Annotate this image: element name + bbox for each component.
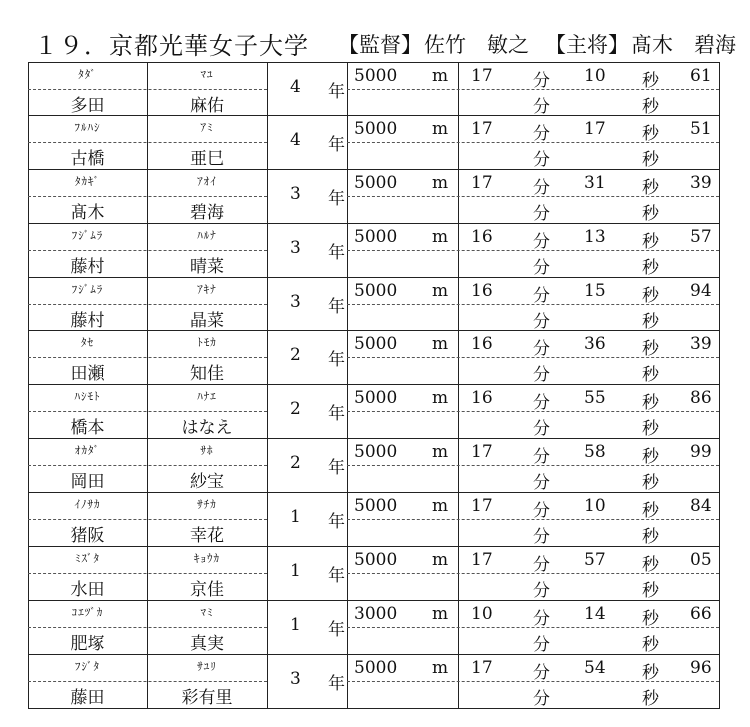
- distance-value: 5000: [354, 118, 398, 139]
- distance-value: 5000: [354, 657, 398, 678]
- minutes-value: 16: [471, 226, 493, 247]
- distance-unit: m: [432, 550, 449, 571]
- seconds-unit-empty: 秒: [642, 311, 659, 332]
- seconds-unit: 秒: [642, 285, 659, 306]
- distance-value: 5000: [354, 388, 398, 409]
- distance-value: 5000: [354, 496, 398, 517]
- minutes-unit: 分: [533, 393, 550, 414]
- minutes-value: 17: [471, 172, 493, 193]
- minutes-unit: 分: [533, 71, 550, 91]
- family-name-kana: ﾌｼﾞﾑﾗ: [71, 282, 104, 296]
- grade-unit: 年: [328, 242, 345, 263]
- seconds-unit: 秒: [642, 608, 659, 629]
- minutes-unit: 分: [533, 608, 550, 629]
- minutes-unit-empty: 分: [533, 688, 550, 709]
- minutes-unit: 分: [533, 501, 550, 522]
- given-name: 知佳: [190, 364, 224, 385]
- grade-unit: 年: [328, 188, 345, 209]
- athlete-row: [28, 331, 720, 385]
- minutes-unit-empty: 分: [533, 419, 550, 440]
- seconds-value: 15: [584, 280, 606, 301]
- seconds-unit-empty: 秒: [642, 203, 659, 224]
- minutes-unit-empty: 分: [533, 203, 550, 224]
- minutes-unit-empty: 分: [533, 257, 550, 278]
- seconds-unit: 秒: [642, 393, 659, 414]
- minutes-unit: 分: [533, 662, 550, 683]
- given-name-kana: ｱｷﾅ: [197, 282, 217, 296]
- seconds-unit: 秒: [642, 447, 659, 468]
- minutes-unit: 分: [533, 177, 550, 198]
- given-name: はなえ: [181, 418, 233, 439]
- minutes-unit-empty: 分: [533, 473, 550, 494]
- minutes-unit: 分: [533, 339, 550, 360]
- grade-unit: 年: [328, 404, 345, 425]
- seconds-value: 31: [584, 172, 606, 193]
- given-name-kana: ｻﾎ: [200, 444, 214, 458]
- seconds-unit: 秒: [642, 662, 659, 683]
- distance-unit: m: [432, 66, 449, 86]
- minutes-unit: 分: [533, 447, 550, 468]
- hundredths-value: 05: [690, 550, 712, 571]
- given-name-kana: ｻﾁｶ: [197, 498, 217, 512]
- coach-role-label: 【監督】: [338, 33, 422, 57]
- minutes-value: 17: [471, 442, 493, 463]
- hundredths-value: 51: [690, 118, 712, 139]
- given-name: 紗宝: [190, 472, 224, 493]
- athlete-row: [28, 439, 720, 493]
- family-name: 橋本: [70, 418, 105, 439]
- family-name: 多田: [70, 96, 105, 116]
- family-name: 水田: [70, 580, 105, 601]
- family-name: 藤村: [70, 310, 105, 331]
- minutes-unit-empty: 分: [533, 527, 550, 548]
- team-header: [0, 0, 750, 62]
- family-name-kana: ｺｴﾂﾞｶ: [71, 605, 104, 619]
- seconds-value: 55: [584, 388, 606, 409]
- grade-value: 3: [290, 291, 301, 312]
- family-name-kana: ﾀﾀﾞ: [78, 68, 97, 81]
- distance-value: 5000: [354, 172, 398, 193]
- distance-value: 5000: [354, 550, 398, 571]
- given-name-kana: ﾄﾓｶ: [197, 336, 217, 350]
- seconds-value: 57: [584, 550, 606, 571]
- distance-unit: m: [432, 657, 449, 678]
- minutes-value: 10: [471, 603, 493, 624]
- minutes-unit-empty: 分: [533, 149, 550, 170]
- athlete-row: [28, 170, 720, 224]
- hundredths-value: 57: [690, 226, 712, 247]
- family-name-kana: ﾌｼﾞﾀ: [75, 659, 100, 673]
- seconds-unit-empty: 秒: [642, 527, 659, 548]
- seconds-unit-empty: 秒: [642, 419, 659, 440]
- family-name: 岡田: [70, 472, 105, 493]
- seconds-unit-empty: 秒: [642, 473, 659, 494]
- athlete-row: [28, 385, 720, 439]
- grade-value: 2: [290, 399, 301, 420]
- captain-name: 髙木 碧海: [631, 33, 736, 57]
- family-name: 藤田: [70, 687, 105, 708]
- seconds-unit: 秒: [642, 339, 659, 360]
- distance-value: 5000: [354, 334, 398, 355]
- distance-value: 5000: [354, 66, 398, 86]
- grade-unit: 年: [328, 134, 345, 155]
- minutes-value: 17: [471, 496, 493, 517]
- given-name: 晶菜: [190, 310, 224, 331]
- minutes-value: 16: [471, 388, 493, 409]
- minutes-value: 17: [471, 657, 493, 678]
- minutes-unit-empty: 分: [533, 634, 550, 655]
- grade-value: 1: [290, 614, 301, 635]
- grade-value: 4: [290, 129, 301, 150]
- minutes-unit: 分: [533, 555, 550, 576]
- grade-unit: 年: [328, 458, 345, 479]
- family-name-kana: ﾐｽﾞﾀ: [75, 552, 100, 566]
- seconds-value: 10: [584, 66, 606, 86]
- given-name: 碧海: [190, 202, 224, 223]
- given-name-kana: ｱｵｲ: [197, 174, 217, 188]
- distance-unit: m: [432, 334, 449, 355]
- minutes-unit: 分: [533, 285, 550, 306]
- given-name-kana: ｻﾕﾘ: [197, 659, 217, 673]
- given-name-kana: ｷｮｳｶ: [194, 552, 220, 566]
- minutes-value: 17: [471, 550, 493, 571]
- given-name: 幸花: [190, 526, 224, 547]
- given-name: 麻佑: [190, 96, 224, 116]
- hundredths-value: 39: [690, 334, 712, 355]
- grade-value: 3: [290, 183, 301, 204]
- given-name-kana: ﾊﾅｴ: [197, 390, 217, 404]
- seconds-unit: 秒: [642, 231, 659, 252]
- grade-value: 4: [290, 77, 301, 97]
- grade-value: 3: [290, 668, 301, 689]
- minutes-unit-empty: 分: [533, 581, 550, 602]
- distance-unit: m: [432, 280, 449, 301]
- hundredths-value: 99: [690, 442, 712, 463]
- hundredths-value: 39: [690, 172, 712, 193]
- team-title: １９．京都光華女子大学: [34, 32, 309, 60]
- distance-value: 3000: [354, 603, 398, 624]
- athlete-row: [28, 224, 720, 278]
- seconds-value: 54: [584, 657, 606, 678]
- seconds-unit-empty: 秒: [642, 365, 659, 386]
- minutes-value: 17: [471, 66, 493, 86]
- minutes-unit: 分: [533, 123, 550, 144]
- grade-value: 1: [290, 561, 301, 582]
- seconds-unit-empty: 秒: [642, 149, 659, 170]
- seconds-unit-empty: 秒: [642, 581, 659, 602]
- family-name: 田瀬: [70, 364, 105, 385]
- grade-unit: 年: [328, 350, 345, 371]
- seconds-value: 10: [584, 496, 606, 517]
- family-name: 藤村: [70, 256, 105, 277]
- seconds-unit: 秒: [642, 177, 659, 198]
- given-name: 晴菜: [190, 256, 224, 277]
- family-name: 猪阪: [70, 526, 105, 547]
- distance-unit: m: [432, 172, 449, 193]
- seconds-unit: 秒: [642, 123, 659, 144]
- family-name: 古橋: [70, 148, 105, 169]
- distance-unit: m: [432, 442, 449, 463]
- grade-value: 2: [290, 345, 301, 366]
- grade-unit: 年: [328, 82, 345, 102]
- grade-unit: 年: [328, 566, 345, 587]
- minutes-unit-empty: 分: [533, 311, 550, 332]
- seconds-value: 36: [584, 334, 606, 355]
- distance-unit: m: [432, 226, 449, 247]
- family-name: 髙木: [70, 202, 105, 223]
- seconds-unit: 秒: [642, 71, 659, 91]
- athlete-roster-table: [28, 62, 720, 709]
- grade-unit: 年: [328, 673, 345, 694]
- coach-name: 佐竹 敏之: [424, 33, 529, 57]
- grade-unit: 年: [328, 296, 345, 317]
- minutes-unit: 分: [533, 231, 550, 252]
- distance-unit: m: [432, 388, 449, 409]
- minutes-value: 16: [471, 280, 493, 301]
- athlete-row: [28, 116, 720, 170]
- hundredths-value: 84: [690, 496, 712, 517]
- distance-value: 5000: [354, 280, 398, 301]
- family-name-kana: ﾀｾ: [81, 336, 94, 350]
- distance-unit: m: [432, 496, 449, 517]
- hundredths-value: 96: [690, 657, 712, 678]
- hundredths-value: 86: [690, 388, 712, 409]
- hundredths-value: 66: [690, 603, 712, 624]
- family-name-kana: ｲﾉｻｶ: [74, 498, 101, 512]
- distance-value: 5000: [354, 442, 398, 463]
- minutes-value: 16: [471, 334, 493, 355]
- seconds-value: 58: [584, 442, 606, 463]
- grade-value: 1: [290, 507, 301, 528]
- minutes-value: 17: [471, 118, 493, 139]
- athlete-row: [28, 278, 720, 332]
- family-name-kana: ｵｶﾀﾞ: [75, 444, 100, 458]
- distance-value: 5000: [354, 226, 398, 247]
- given-name-kana: ｱﾐ: [200, 120, 214, 134]
- athlete-row: [28, 547, 720, 601]
- given-name: 亜巳: [190, 148, 224, 169]
- seconds-unit-empty: 秒: [642, 634, 659, 655]
- grade-value: 3: [290, 237, 301, 258]
- given-name-kana: ﾊﾙﾅ: [197, 228, 217, 242]
- seconds-unit: 秒: [642, 501, 659, 522]
- family-name-kana: ﾀｶｷﾞ: [75, 174, 100, 188]
- seconds-value: 13: [584, 226, 606, 247]
- distance-unit: m: [432, 603, 449, 624]
- minutes-unit-empty: 分: [533, 97, 550, 117]
- hundredths-value: 61: [690, 66, 712, 86]
- given-name: 京佳: [190, 580, 224, 601]
- given-name-kana: ﾏﾐ: [200, 605, 214, 619]
- seconds-unit-empty: 秒: [642, 97, 659, 117]
- hundredths-value: 94: [690, 280, 712, 301]
- seconds-value: 14: [584, 603, 606, 624]
- given-name-kana: ﾏﾕ: [200, 68, 214, 81]
- seconds-value: 17: [584, 118, 606, 139]
- seconds-unit: 秒: [642, 555, 659, 576]
- athlete-row: [28, 601, 720, 655]
- seconds-unit-empty: 秒: [642, 688, 659, 709]
- athlete-row: [28, 493, 720, 547]
- seconds-unit-empty: 秒: [642, 257, 659, 278]
- athlete-row: [28, 62, 720, 116]
- family-name: 肥塚: [70, 633, 105, 654]
- grade-unit: 年: [328, 619, 345, 640]
- minutes-unit-empty: 分: [533, 365, 550, 386]
- distance-unit: m: [432, 118, 449, 139]
- grade-unit: 年: [328, 512, 345, 533]
- given-name: 真実: [190, 633, 224, 654]
- athlete-row: [28, 655, 720, 709]
- family-name-kana: ﾌｼﾞﾑﾗ: [71, 228, 104, 242]
- captain-role-label: 【主将】: [545, 33, 629, 57]
- family-name-kana: ﾌﾙﾊｼ: [74, 120, 101, 134]
- family-name-kana: ﾊｼﾓﾄ: [74, 390, 101, 404]
- given-name: 彩有里: [181, 687, 233, 708]
- grade-value: 2: [290, 453, 301, 474]
- staff-line: [338, 29, 736, 59]
